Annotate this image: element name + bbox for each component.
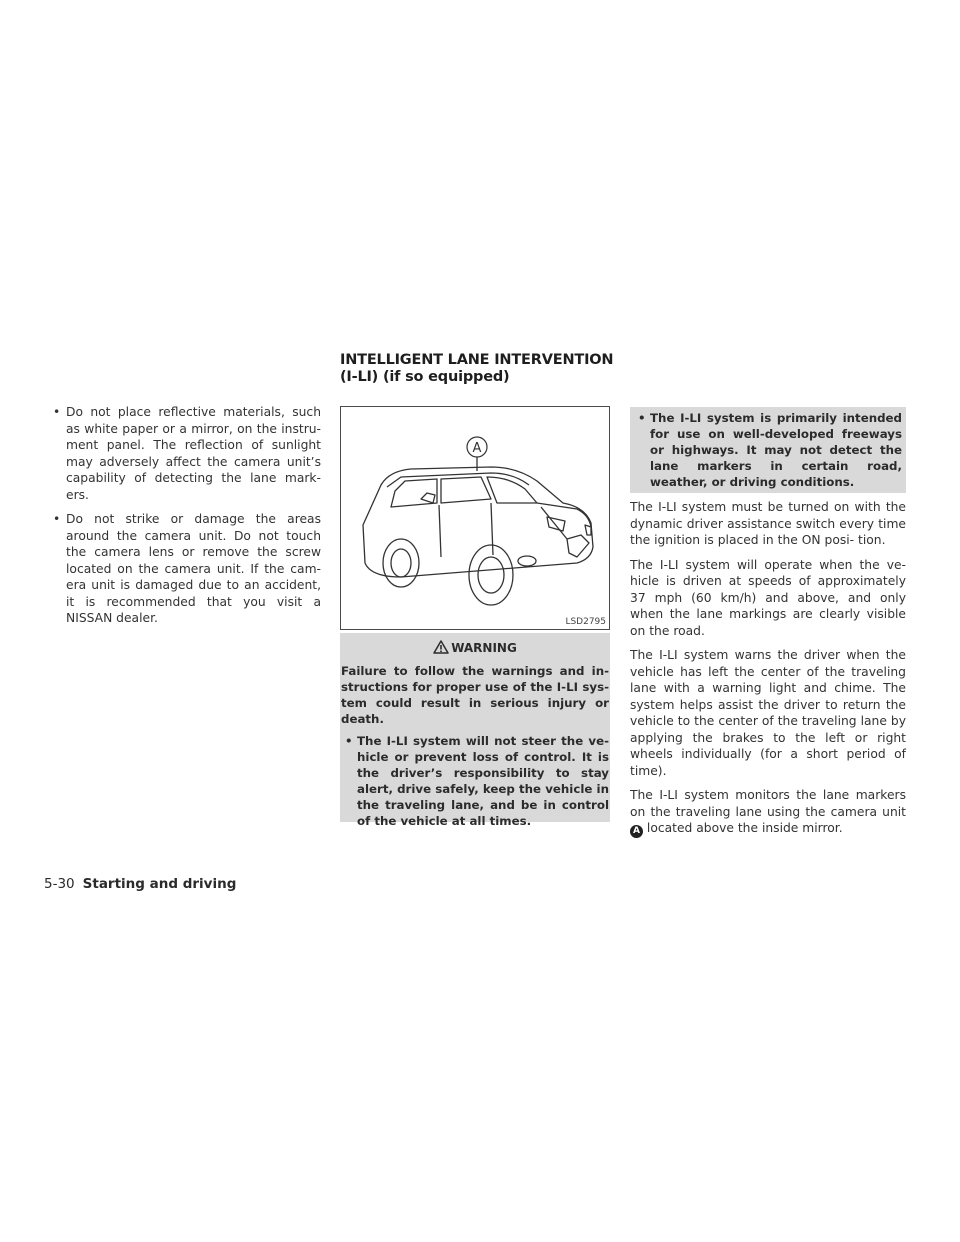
section-title [340, 352, 640, 386]
warning-bullet: • The I-LI system will not steer the ve- hicle or prevent loss of control. It is the driver’s responsibility to stay alert, drive safely, keep the vehicle in the traveling lane, and be in control of the vehicle at all times. [345, 734, 609, 828]
warning-bullet: • The I-LI system is primarily intended for use on well-developed freeways or highways. It may not detect the lane markers in certain road, weather, or driving conditions. [638, 411, 902, 489]
paragraph: The I-LI system monitors the lane markers on the traveling lane using the camera unit A located above the inside mirror. [630, 788, 906, 836]
paragraph: The I-LI system must be turned on with the dynamic driver assistance switch every time the ignition is placed in the ON posi- tion. [630, 500, 906, 547]
right-column [630, 407, 906, 846]
list-item: • Do not place reflective materials, such as white paper or a mirror, on the instru- ment panel. The reflection of sunlight may adversely affect the camera unit’s capability of detecting the lane mark- ers. [53, 405, 321, 502]
paragraph: The I-LI system warns the driver when the vehicle has left the center of the traveling lane with a warning light and chime. The system helps assist the driver to return the vehicle to the center of the traveling lane by applying the brakes to the left or right wheels individually (for a short period of time). [630, 648, 906, 778]
figure-code: LSD2795 [565, 617, 606, 627]
section-title-line2: (I-LI) (if so equipped) [340, 369, 510, 385]
left-column [44, 404, 321, 635]
footer-section: Starting and driving [82, 876, 237, 892]
paragraph: The I-LI system will operate when the ve- hicle is driven at speeds of approximately 37 mph (60 km/h) and above, and only when the lane markings are clearly visible on the road. [630, 557, 906, 638]
warning-text [341, 663, 609, 835]
callout-a-marker: A [630, 825, 643, 838]
warning-heading: WARNING [340, 640, 610, 655]
car-drawing [341, 407, 609, 629]
section-title-line1: INTELLIGENT LANE INTERVENTION [340, 352, 614, 368]
warning-box [340, 633, 610, 828]
warning-icon [433, 640, 449, 654]
callout-a: A [472, 441, 482, 456]
list-item: • Do not strike or damage the areas around the camera unit. Do not touch the camera lens or remove the screw located on the camera unit. If the cam- era unit is damaged due to an accident, it is recommended that you visit a NISSAN dealer. [53, 512, 321, 625]
page-number: 5-30 [44, 876, 75, 892]
warning-intro: Failure to follow the warnings and in- structions for proper use of the I-LI sys- tem could result in serious injury or death. [341, 664, 609, 726]
warning-continued [630, 407, 906, 493]
page-footer [44, 876, 236, 892]
vehicle-illustration [340, 406, 610, 630]
